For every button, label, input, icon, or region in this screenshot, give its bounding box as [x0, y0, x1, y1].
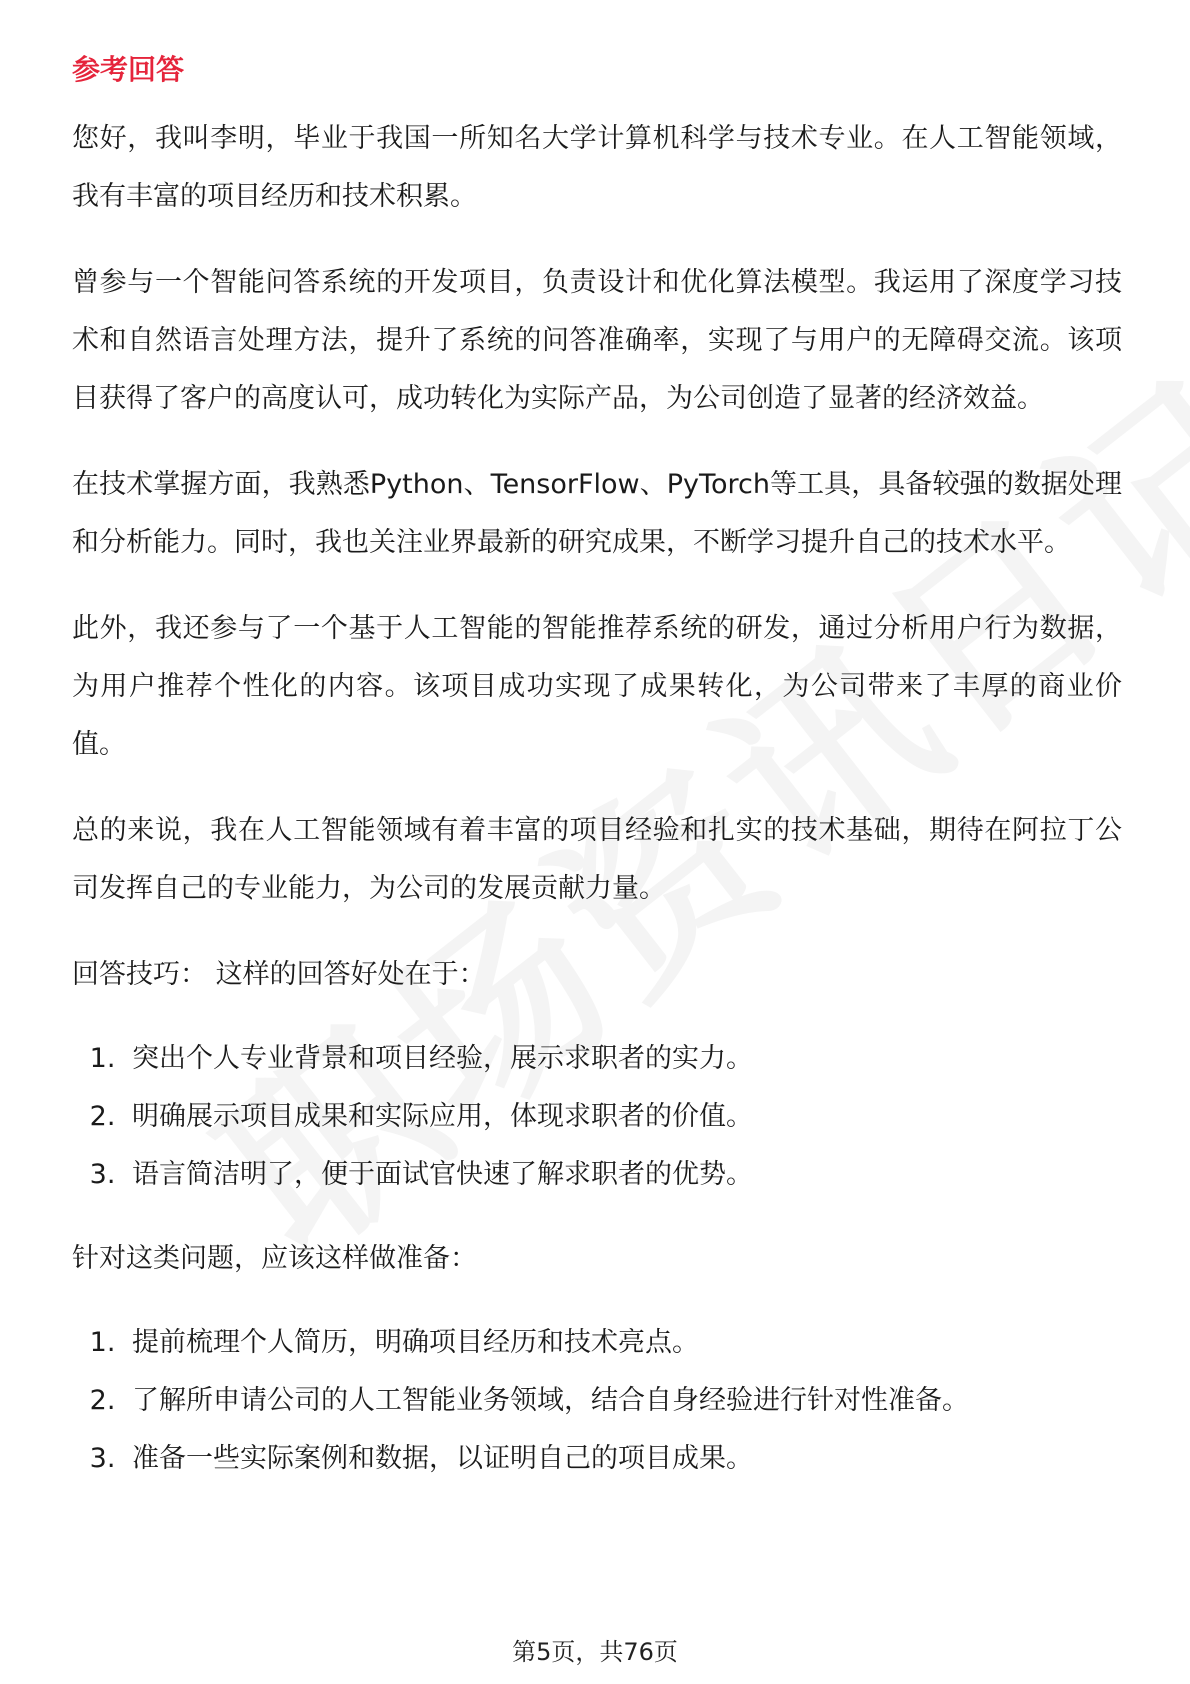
- paragraph-tech-skills: 在技术掌握方面，我熟悉Python、TensorFlow、PyTorch等工具，具备较强的数据处理和分析能力。同时，我也关注业界最新的研究成果，不断学习提升自己的技术水平。: [72, 469, 1122, 558]
- prep-label: 针对这类问题，应该这样做准备：: [72, 1243, 477, 1274]
- prep-list: [72, 1314, 1122, 1488]
- list-item: 3. 准备一些实际案例和数据，以证明自己的项目成果。: [124, 1430, 1122, 1488]
- paragraph-summary: 总的来说，我在人工智能领域有着丰富的项目经验和扎实的技术基础，期待在阿拉丁公司发挥自己的专业能力，为公司的发展贡献力量。: [72, 815, 1122, 904]
- paragraph-intro: 您好，我叫李明，毕业于我国一所知名大学计算机科学与技术专业。在人工智能领域，我有丰富的项目经历和技术积累。: [72, 123, 1122, 212]
- paragraph-recommend-project: 此外，我还参与了一个基于人工智能的智能推荐系统的研发，通过分析用户行为数据，为用户推荐个性化的内容。该项目成功实现了成果转化，为公司带来了丰厚的商业价值。: [72, 613, 1122, 760]
- list-item: 1. 提前梳理个人简历，明确项目经历和技术亮点。: [124, 1314, 1122, 1372]
- list-item: 1. 突出个人专业背景和项目经验，展示求职者的实力。: [124, 1030, 1122, 1088]
- list-item: 2. 了解所申请公司的人工智能业务领域，结合自身经验进行针对性准备。: [124, 1372, 1122, 1430]
- section-title: 参考回答: [72, 53, 185, 86]
- document-content: [72, 40, 1122, 1514]
- tips-list: [72, 1030, 1122, 1204]
- page-number: 第5页，共76页: [512, 1638, 678, 1666]
- list-item: 2. 明确展示项目成果和实际应用，体现求职者的价值。: [124, 1088, 1122, 1146]
- list-item: 3. 语言简洁明了，便于面试官快速了解求职者的优势。: [124, 1146, 1122, 1204]
- tips-label: 回答技巧： 这样的回答好处在于：: [72, 959, 486, 990]
- paragraph-qa-project: 曾参与一个智能问答系统的开发项目，负责设计和优化算法模型。我运用了深度学习技术和自然语言处理方法，提升了系统的问答准确率，实现了与用户的无障碍交流。该项目获得了客户的高度认可，成功转化为实际产品，为公司创造了显著的经济效益。: [72, 267, 1122, 414]
